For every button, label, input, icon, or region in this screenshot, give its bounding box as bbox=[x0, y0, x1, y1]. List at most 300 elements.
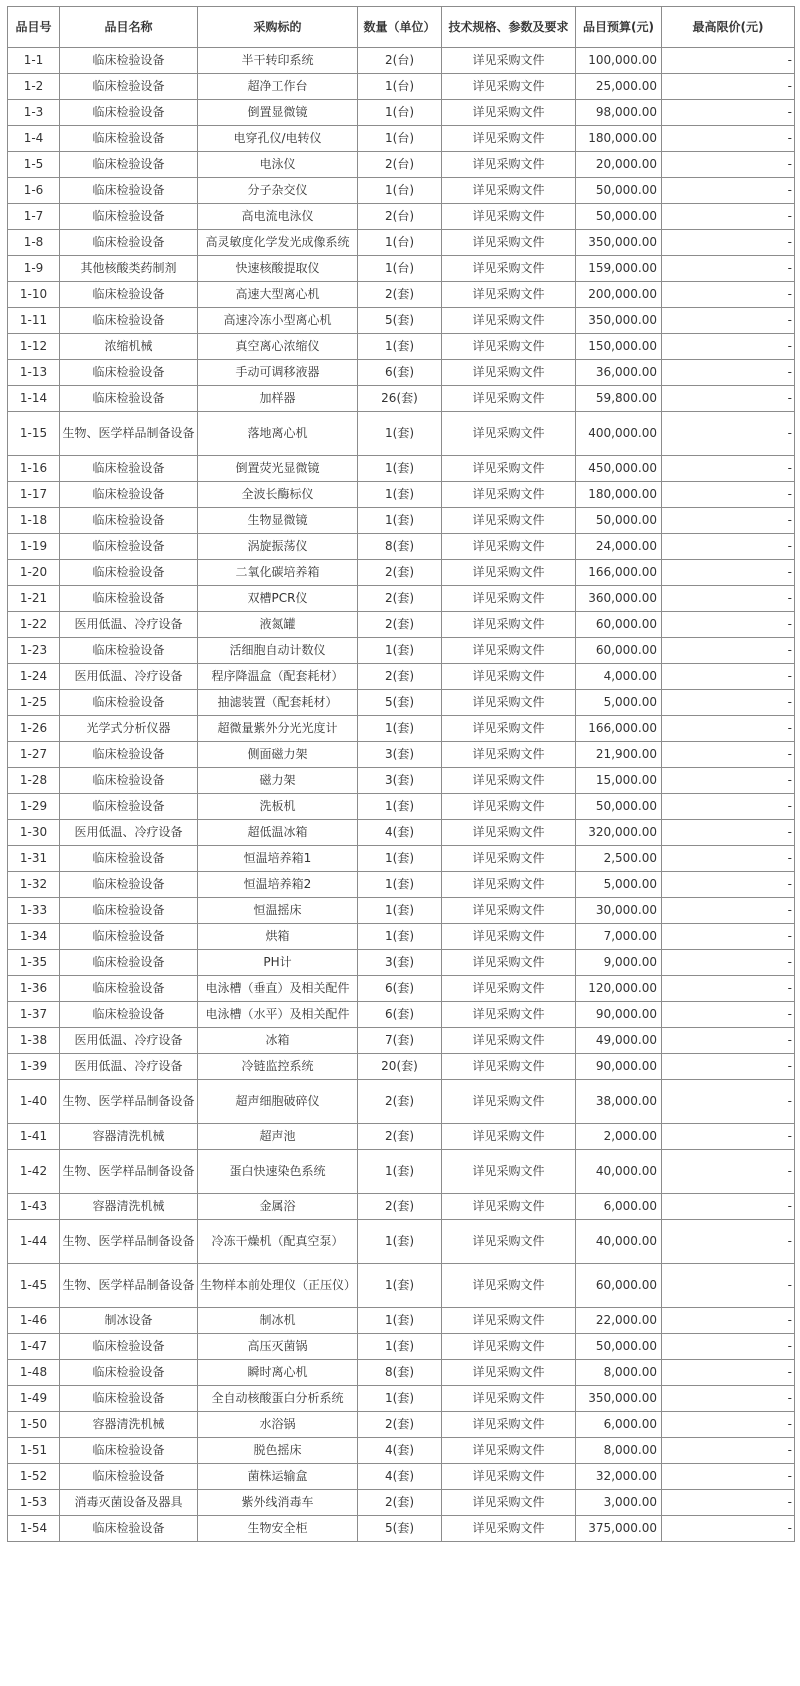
cell-budget: 350,000.00 bbox=[576, 308, 662, 334]
table-row bbox=[8, 256, 795, 282]
cell-item-no: 1-52 bbox=[8, 1464, 60, 1490]
table-row bbox=[8, 638, 795, 664]
cell-budget: 6,000.00 bbox=[576, 1194, 662, 1220]
cell-budget: 120,000.00 bbox=[576, 976, 662, 1002]
cell-quantity: 1(台) bbox=[358, 178, 442, 204]
cell-item-name: 临床检验设备 bbox=[60, 950, 198, 976]
cell-item-no: 1-23 bbox=[8, 638, 60, 664]
cell-item-name: 临床检验设备 bbox=[60, 1438, 198, 1464]
table-row bbox=[8, 1220, 795, 1264]
cell-spec: 详见采购文件 bbox=[442, 768, 576, 794]
cell-quantity: 2(台) bbox=[358, 152, 442, 178]
cell-item-name: 临床检验设备 bbox=[60, 1002, 198, 1028]
cell-item-name: 生物、医学样品制备设备 bbox=[60, 1220, 198, 1264]
cell-item-name: 医用低温、冷疗设备 bbox=[60, 1054, 198, 1080]
cell-quantity: 2(台) bbox=[358, 204, 442, 230]
cell-item-name: 生物、医学样品制备设备 bbox=[60, 412, 198, 456]
cell-item-no: 1-44 bbox=[8, 1220, 60, 1264]
cell-max-price: - bbox=[662, 690, 795, 716]
cell-budget: 50,000.00 bbox=[576, 794, 662, 820]
cell-item-name: 医用低温、冷疗设备 bbox=[60, 820, 198, 846]
table-row bbox=[8, 178, 795, 204]
cell-spec: 详见采购文件 bbox=[442, 716, 576, 742]
cell-item-name: 临床检验设备 bbox=[60, 308, 198, 334]
cell-subject: 菌株运输盒 bbox=[198, 1464, 358, 1490]
cell-item-name: 临床检验设备 bbox=[60, 768, 198, 794]
cell-spec: 详见采购文件 bbox=[442, 872, 576, 898]
cell-subject: 恒温摇床 bbox=[198, 898, 358, 924]
table-row bbox=[8, 1150, 795, 1194]
cell-quantity: 5(套) bbox=[358, 1516, 442, 1542]
cell-item-no: 1-49 bbox=[8, 1386, 60, 1412]
cell-quantity: 8(套) bbox=[358, 534, 442, 560]
cell-spec: 详见采购文件 bbox=[442, 178, 576, 204]
cell-quantity: 1(套) bbox=[358, 846, 442, 872]
cell-item-name: 临床检验设备 bbox=[60, 560, 198, 586]
cell-budget: 200,000.00 bbox=[576, 282, 662, 308]
cell-spec: 详见采购文件 bbox=[442, 1490, 576, 1516]
cell-item-name: 临床检验设备 bbox=[60, 898, 198, 924]
table-row bbox=[8, 230, 795, 256]
cell-item-name: 临床检验设备 bbox=[60, 638, 198, 664]
table-row bbox=[8, 794, 795, 820]
table-row bbox=[8, 1386, 795, 1412]
cell-spec: 详见采购文件 bbox=[442, 308, 576, 334]
cell-budget: 180,000.00 bbox=[576, 126, 662, 152]
table-row bbox=[8, 126, 795, 152]
table-row bbox=[8, 716, 795, 742]
cell-quantity: 2(套) bbox=[358, 1412, 442, 1438]
cell-quantity: 6(套) bbox=[358, 360, 442, 386]
cell-item-no: 1-1 bbox=[8, 48, 60, 74]
cell-item-no: 1-51 bbox=[8, 1438, 60, 1464]
cell-item-name: 临床检验设备 bbox=[60, 924, 198, 950]
cell-budget: 4,000.00 bbox=[576, 664, 662, 690]
cell-item-no: 1-9 bbox=[8, 256, 60, 282]
cell-item-name: 临床检验设备 bbox=[60, 508, 198, 534]
cell-item-no: 1-11 bbox=[8, 308, 60, 334]
cell-item-name: 医用低温、冷疗设备 bbox=[60, 664, 198, 690]
cell-spec: 详见采购文件 bbox=[442, 1002, 576, 1028]
cell-max-price: - bbox=[662, 560, 795, 586]
cell-quantity: 4(套) bbox=[358, 820, 442, 846]
cell-quantity: 2(套) bbox=[358, 612, 442, 638]
cell-spec: 详见采购文件 bbox=[442, 794, 576, 820]
header-subject: 采购标的 bbox=[198, 7, 358, 48]
header-max-price: 最高限价(元) bbox=[662, 7, 795, 48]
cell-budget: 150,000.00 bbox=[576, 334, 662, 360]
cell-quantity: 26(套) bbox=[358, 386, 442, 412]
cell-budget: 7,000.00 bbox=[576, 924, 662, 950]
cell-budget: 90,000.00 bbox=[576, 1002, 662, 1028]
cell-item-no: 1-53 bbox=[8, 1490, 60, 1516]
cell-spec: 详见采购文件 bbox=[442, 1412, 576, 1438]
cell-subject: 涡旋振荡仪 bbox=[198, 534, 358, 560]
cell-budget: 24,000.00 bbox=[576, 534, 662, 560]
table-row bbox=[8, 976, 795, 1002]
cell-item-no: 1-20 bbox=[8, 560, 60, 586]
cell-budget: 450,000.00 bbox=[576, 456, 662, 482]
cell-subject: 磁力架 bbox=[198, 768, 358, 794]
cell-max-price: - bbox=[662, 204, 795, 230]
cell-item-name: 临床检验设备 bbox=[60, 976, 198, 1002]
table-header-row bbox=[8, 7, 795, 48]
cell-item-no: 1-50 bbox=[8, 1412, 60, 1438]
cell-max-price: - bbox=[662, 898, 795, 924]
table-row bbox=[8, 334, 795, 360]
cell-budget: 350,000.00 bbox=[576, 230, 662, 256]
cell-item-no: 1-54 bbox=[8, 1516, 60, 1542]
cell-item-name: 消毒灭菌设备及器具 bbox=[60, 1490, 198, 1516]
cell-spec: 详见采购文件 bbox=[442, 256, 576, 282]
cell-item-no: 1-15 bbox=[8, 412, 60, 456]
cell-item-no: 1-12 bbox=[8, 334, 60, 360]
cell-spec: 详见采购文件 bbox=[442, 152, 576, 178]
cell-subject: 液氮罐 bbox=[198, 612, 358, 638]
table-row bbox=[8, 1194, 795, 1220]
cell-item-name: 光学式分析仪器 bbox=[60, 716, 198, 742]
cell-item-name: 临床检验设备 bbox=[60, 456, 198, 482]
cell-item-no: 1-26 bbox=[8, 716, 60, 742]
cell-spec: 详见采购文件 bbox=[442, 664, 576, 690]
cell-budget: 60,000.00 bbox=[576, 612, 662, 638]
cell-budget: 30,000.00 bbox=[576, 898, 662, 924]
cell-spec: 详见采购文件 bbox=[442, 612, 576, 638]
cell-quantity: 1(套) bbox=[358, 898, 442, 924]
cell-quantity: 3(套) bbox=[358, 742, 442, 768]
cell-max-price: - bbox=[662, 1360, 795, 1386]
cell-spec: 详见采购文件 bbox=[442, 1194, 576, 1220]
cell-spec: 详见采购文件 bbox=[442, 1516, 576, 1542]
cell-spec: 详见采购文件 bbox=[442, 1220, 576, 1264]
cell-subject: 双槽PCR仪 bbox=[198, 586, 358, 612]
cell-max-price: - bbox=[662, 612, 795, 638]
cell-max-price: - bbox=[662, 456, 795, 482]
table-row bbox=[8, 48, 795, 74]
cell-quantity: 3(套) bbox=[358, 768, 442, 794]
cell-max-price: - bbox=[662, 768, 795, 794]
cell-spec: 详见采购文件 bbox=[442, 230, 576, 256]
cell-subject: 紫外线消毒车 bbox=[198, 1490, 358, 1516]
cell-quantity: 1(套) bbox=[358, 872, 442, 898]
cell-quantity: 1(套) bbox=[358, 334, 442, 360]
cell-subject: 加样器 bbox=[198, 386, 358, 412]
cell-item-name: 其他核酸类药制剂 bbox=[60, 256, 198, 282]
cell-max-price: - bbox=[662, 846, 795, 872]
cell-max-price: - bbox=[662, 1028, 795, 1054]
cell-subject: 抽滤装置（配套耗材） bbox=[198, 690, 358, 716]
cell-item-name: 容器清洗机械 bbox=[60, 1412, 198, 1438]
cell-max-price: - bbox=[662, 152, 795, 178]
cell-max-price: - bbox=[662, 1334, 795, 1360]
cell-budget: 90,000.00 bbox=[576, 1054, 662, 1080]
cell-quantity: 4(套) bbox=[358, 1464, 442, 1490]
cell-item-name: 临床检验设备 bbox=[60, 1360, 198, 1386]
cell-max-price: - bbox=[662, 48, 795, 74]
cell-max-price: - bbox=[662, 508, 795, 534]
cell-subject: 超微量紫外分光光度计 bbox=[198, 716, 358, 742]
cell-budget: 2,500.00 bbox=[576, 846, 662, 872]
cell-item-name: 临床检验设备 bbox=[60, 48, 198, 74]
cell-max-price: - bbox=[662, 1412, 795, 1438]
cell-max-price: - bbox=[662, 1516, 795, 1542]
cell-item-no: 1-32 bbox=[8, 872, 60, 898]
cell-subject: 烘箱 bbox=[198, 924, 358, 950]
cell-max-price: - bbox=[662, 360, 795, 386]
cell-budget: 320,000.00 bbox=[576, 820, 662, 846]
cell-item-no: 1-10 bbox=[8, 282, 60, 308]
cell-budget: 21,900.00 bbox=[576, 742, 662, 768]
cell-budget: 9,000.00 bbox=[576, 950, 662, 976]
table-row bbox=[8, 1334, 795, 1360]
cell-item-no: 1-22 bbox=[8, 612, 60, 638]
cell-max-price: - bbox=[662, 534, 795, 560]
cell-spec: 详见采购文件 bbox=[442, 1080, 576, 1124]
cell-item-no: 1-47 bbox=[8, 1334, 60, 1360]
cell-budget: 98,000.00 bbox=[576, 100, 662, 126]
cell-max-price: - bbox=[662, 230, 795, 256]
cell-budget: 40,000.00 bbox=[576, 1220, 662, 1264]
cell-item-no: 1-14 bbox=[8, 386, 60, 412]
cell-item-no: 1-17 bbox=[8, 482, 60, 508]
cell-max-price: - bbox=[662, 282, 795, 308]
cell-budget: 8,000.00 bbox=[576, 1438, 662, 1464]
cell-quantity: 1(套) bbox=[358, 412, 442, 456]
cell-subject: 半干转印系统 bbox=[198, 48, 358, 74]
table-row bbox=[8, 1002, 795, 1028]
cell-budget: 360,000.00 bbox=[576, 586, 662, 612]
cell-subject: 落地离心机 bbox=[198, 412, 358, 456]
cell-item-no: 1-4 bbox=[8, 126, 60, 152]
table-row bbox=[8, 1054, 795, 1080]
cell-item-name: 浓缩机械 bbox=[60, 334, 198, 360]
cell-spec: 详见采购文件 bbox=[442, 1334, 576, 1360]
cell-item-name: 临床检验设备 bbox=[60, 846, 198, 872]
cell-subject: 电穿孔仪/电转仪 bbox=[198, 126, 358, 152]
cell-subject: 生物显微镜 bbox=[198, 508, 358, 534]
cell-quantity: 20(套) bbox=[358, 1054, 442, 1080]
cell-subject: 超净工作台 bbox=[198, 74, 358, 100]
cell-spec: 详见采购文件 bbox=[442, 924, 576, 950]
cell-item-name: 临床检验设备 bbox=[60, 1386, 198, 1412]
table-row bbox=[8, 1438, 795, 1464]
cell-item-no: 1-40 bbox=[8, 1080, 60, 1124]
cell-item-no: 1-28 bbox=[8, 768, 60, 794]
cell-subject: 侧面磁力架 bbox=[198, 742, 358, 768]
cell-subject: 全波长酶标仪 bbox=[198, 482, 358, 508]
cell-max-price: - bbox=[662, 794, 795, 820]
cell-item-no: 1-45 bbox=[8, 1264, 60, 1308]
cell-spec: 详见采购文件 bbox=[442, 950, 576, 976]
table-row bbox=[8, 612, 795, 638]
cell-budget: 22,000.00 bbox=[576, 1308, 662, 1334]
table-row bbox=[8, 100, 795, 126]
table-row bbox=[8, 1124, 795, 1150]
cell-spec: 详见采购文件 bbox=[442, 976, 576, 1002]
cell-item-no: 1-27 bbox=[8, 742, 60, 768]
cell-quantity: 2(台) bbox=[358, 48, 442, 74]
cell-budget: 49,000.00 bbox=[576, 1028, 662, 1054]
cell-spec: 详见采购文件 bbox=[442, 412, 576, 456]
cell-item-no: 1-43 bbox=[8, 1194, 60, 1220]
cell-subject: 二氧化碳培养箱 bbox=[198, 560, 358, 586]
cell-quantity: 1(套) bbox=[358, 508, 442, 534]
cell-item-name: 临床检验设备 bbox=[60, 534, 198, 560]
cell-subject: 生物安全柜 bbox=[198, 1516, 358, 1542]
cell-subject: 脱色摇床 bbox=[198, 1438, 358, 1464]
cell-budget: 32,000.00 bbox=[576, 1464, 662, 1490]
cell-spec: 详见采购文件 bbox=[442, 1308, 576, 1334]
cell-max-price: - bbox=[662, 716, 795, 742]
table-row bbox=[8, 1028, 795, 1054]
cell-max-price: - bbox=[662, 1002, 795, 1028]
cell-subject: 高电流电泳仪 bbox=[198, 204, 358, 230]
cell-subject: 倒置荧光显微镜 bbox=[198, 456, 358, 482]
cell-budget: 50,000.00 bbox=[576, 204, 662, 230]
cell-max-price: - bbox=[662, 924, 795, 950]
cell-max-price: - bbox=[662, 334, 795, 360]
header-item-no: 品目号 bbox=[8, 7, 60, 48]
table-row bbox=[8, 820, 795, 846]
cell-quantity: 3(套) bbox=[358, 950, 442, 976]
cell-item-no: 1-29 bbox=[8, 794, 60, 820]
table-row bbox=[8, 872, 795, 898]
cell-budget: 100,000.00 bbox=[576, 48, 662, 74]
cell-item-name: 医用低温、冷疗设备 bbox=[60, 1028, 198, 1054]
cell-item-name: 临床检验设备 bbox=[60, 872, 198, 898]
cell-item-name: 临床检验设备 bbox=[60, 230, 198, 256]
cell-quantity: 2(套) bbox=[358, 1490, 442, 1516]
table-row bbox=[8, 482, 795, 508]
cell-max-price: - bbox=[662, 1464, 795, 1490]
cell-item-name: 临床检验设备 bbox=[60, 586, 198, 612]
cell-subject: PH计 bbox=[198, 950, 358, 976]
cell-spec: 详见采购文件 bbox=[442, 386, 576, 412]
cell-item-no: 1-5 bbox=[8, 152, 60, 178]
cell-item-name: 临床检验设备 bbox=[60, 482, 198, 508]
cell-subject: 冷链监控系统 bbox=[198, 1054, 358, 1080]
table-row bbox=[8, 1308, 795, 1334]
cell-quantity: 2(套) bbox=[358, 560, 442, 586]
cell-item-name: 临床检验设备 bbox=[60, 360, 198, 386]
cell-spec: 详见采购文件 bbox=[442, 1028, 576, 1054]
cell-budget: 350,000.00 bbox=[576, 1386, 662, 1412]
cell-max-price: - bbox=[662, 100, 795, 126]
cell-item-name: 生物、医学样品制备设备 bbox=[60, 1080, 198, 1124]
cell-budget: 25,000.00 bbox=[576, 74, 662, 100]
cell-item-no: 1-36 bbox=[8, 976, 60, 1002]
table-row bbox=[8, 508, 795, 534]
cell-spec: 详见采购文件 bbox=[442, 1464, 576, 1490]
cell-spec: 详见采购文件 bbox=[442, 334, 576, 360]
cell-budget: 60,000.00 bbox=[576, 1264, 662, 1308]
table-row bbox=[8, 1490, 795, 1516]
cell-item-no: 1-6 bbox=[8, 178, 60, 204]
cell-max-price: - bbox=[662, 638, 795, 664]
cell-item-no: 1-38 bbox=[8, 1028, 60, 1054]
cell-max-price: - bbox=[662, 586, 795, 612]
cell-spec: 详见采购文件 bbox=[442, 360, 576, 386]
cell-item-no: 1-35 bbox=[8, 950, 60, 976]
cell-item-no: 1-33 bbox=[8, 898, 60, 924]
cell-subject: 瞬时离心机 bbox=[198, 1360, 358, 1386]
table-row bbox=[8, 282, 795, 308]
header-budget: 品目预算(元) bbox=[576, 7, 662, 48]
cell-quantity: 1(套) bbox=[358, 456, 442, 482]
table-row bbox=[8, 924, 795, 950]
cell-subject: 金属浴 bbox=[198, 1194, 358, 1220]
cell-item-name: 临床检验设备 bbox=[60, 690, 198, 716]
cell-subject: 超声池 bbox=[198, 1124, 358, 1150]
table-row bbox=[8, 898, 795, 924]
cell-quantity: 6(套) bbox=[358, 976, 442, 1002]
cell-budget: 375,000.00 bbox=[576, 1516, 662, 1542]
table-row bbox=[8, 1412, 795, 1438]
cell-max-price: - bbox=[662, 74, 795, 100]
cell-item-name: 生物、医学样品制备设备 bbox=[60, 1150, 198, 1194]
cell-budget: 5,000.00 bbox=[576, 690, 662, 716]
table-row bbox=[8, 1516, 795, 1542]
table-row bbox=[8, 560, 795, 586]
header-spec: 技术规格、参数及要求 bbox=[442, 7, 576, 48]
cell-item-name: 临床检验设备 bbox=[60, 100, 198, 126]
cell-subject: 高速大型离心机 bbox=[198, 282, 358, 308]
cell-quantity: 2(套) bbox=[358, 1194, 442, 1220]
cell-item-no: 1-24 bbox=[8, 664, 60, 690]
cell-item-name: 临床检验设备 bbox=[60, 178, 198, 204]
cell-spec: 详见采购文件 bbox=[442, 126, 576, 152]
table-row bbox=[8, 534, 795, 560]
cell-budget: 5,000.00 bbox=[576, 872, 662, 898]
cell-subject: 真空离心浓缩仪 bbox=[198, 334, 358, 360]
table-row bbox=[8, 846, 795, 872]
cell-budget: 400,000.00 bbox=[576, 412, 662, 456]
cell-subject: 电泳仪 bbox=[198, 152, 358, 178]
cell-spec: 详见采购文件 bbox=[442, 282, 576, 308]
cell-quantity: 1(台) bbox=[358, 100, 442, 126]
cell-item-name: 临床检验设备 bbox=[60, 204, 198, 230]
cell-item-name: 临床检验设备 bbox=[60, 152, 198, 178]
cell-subject: 制冰机 bbox=[198, 1308, 358, 1334]
cell-max-price: - bbox=[662, 1150, 795, 1194]
cell-budget: 6,000.00 bbox=[576, 1412, 662, 1438]
table-row bbox=[8, 386, 795, 412]
table-row bbox=[8, 1360, 795, 1386]
cell-quantity: 2(套) bbox=[358, 1124, 442, 1150]
cell-item-no: 1-42 bbox=[8, 1150, 60, 1194]
cell-item-name: 临床检验设备 bbox=[60, 1334, 198, 1360]
cell-budget: 59,800.00 bbox=[576, 386, 662, 412]
cell-item-no: 1-19 bbox=[8, 534, 60, 560]
table-row bbox=[8, 74, 795, 100]
cell-spec: 详见采购文件 bbox=[442, 1124, 576, 1150]
cell-spec: 详见采购文件 bbox=[442, 508, 576, 534]
cell-budget: 20,000.00 bbox=[576, 152, 662, 178]
cell-spec: 详见采购文件 bbox=[442, 742, 576, 768]
cell-max-price: - bbox=[662, 1490, 795, 1516]
cell-max-price: - bbox=[662, 1124, 795, 1150]
cell-quantity: 1(套) bbox=[358, 716, 442, 742]
cell-spec: 详见采购文件 bbox=[442, 74, 576, 100]
cell-max-price: - bbox=[662, 872, 795, 898]
cell-item-name: 临床检验设备 bbox=[60, 74, 198, 100]
header-quantity: 数量（单位） bbox=[358, 7, 442, 48]
cell-spec: 详见采购文件 bbox=[442, 1386, 576, 1412]
table-row bbox=[8, 1264, 795, 1308]
table-row bbox=[8, 412, 795, 456]
cell-spec: 详见采购文件 bbox=[442, 898, 576, 924]
cell-max-price: - bbox=[662, 126, 795, 152]
